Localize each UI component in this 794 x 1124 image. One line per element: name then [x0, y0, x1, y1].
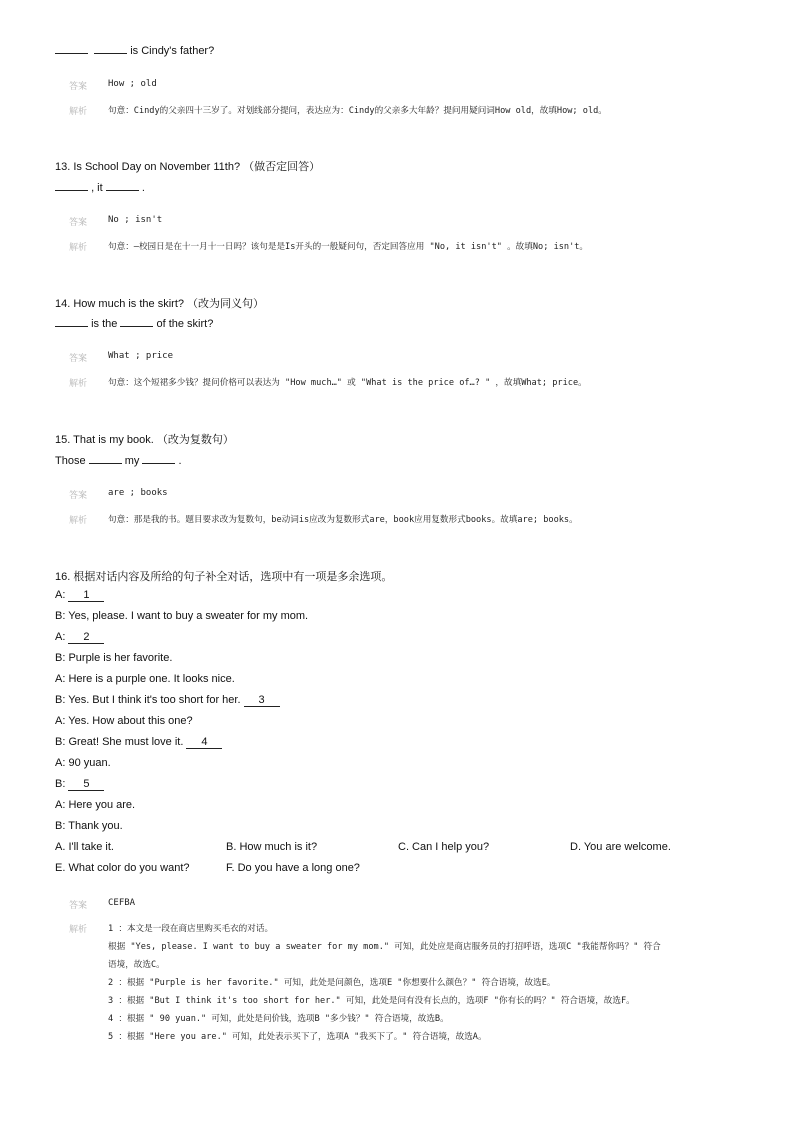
q15-explain: 句意：那是我的书。题目要求改为复数句，be动词is应改为复数形式are，book应用复数形式books。故填are; books。	[108, 515, 578, 525]
q13-line-mid: , it	[91, 182, 103, 194]
q16-explain-line: 根据 "Yes, please. I want to buy a sweater for my mom." 可知，此处应是商店服务员的打招呼语，选项C "我能帮你吗？" 符合	[108, 942, 661, 952]
dialog-blank-1: 1	[68, 589, 104, 602]
answer-blank	[55, 43, 88, 54]
answer-blank	[55, 316, 88, 327]
dialog-line-6	[55, 694, 280, 707]
dialog-blank-5: 5	[68, 778, 104, 791]
explain-label: 解析	[69, 516, 88, 526]
dialog-blank-4: 4	[186, 736, 222, 749]
answer-blank	[94, 43, 127, 54]
dialog-line-10	[55, 778, 104, 791]
q14-title: 14. How much is the skirt? （改为同义句）	[55, 298, 265, 310]
explain-label: 解析	[69, 107, 88, 117]
q16-answer: CEFBA	[108, 898, 136, 908]
answer-blank	[106, 180, 139, 191]
dialog-line-12: B: Thank you.	[55, 820, 123, 832]
explain-label: 解析	[69, 243, 88, 253]
q15-line-start: Those	[55, 455, 86, 467]
dialog-line-5: A: Here is a purple one. It looks nice.	[55, 673, 235, 685]
option-a: A. I'll take it.	[55, 841, 114, 853]
dialog-text: B: Great! She must love it.	[55, 736, 184, 748]
q13-answer: No ; isn't	[108, 215, 163, 225]
q16-explain-line: 2 ：根据 "Purple is her favorite." 可知，此处是问颜色，选项E "你想要什么颜色？" 符合语境，故选E。	[108, 978, 556, 988]
q15-line	[55, 453, 182, 467]
explain-label: 解析	[69, 925, 88, 935]
q14-explain: 句意：这个短裙多少钱？提问价格可以表达为 "How much…" 或 "What is the price of…? " ，故填What; price。	[108, 378, 587, 388]
answer-label: 答案	[69, 82, 88, 92]
q14-answer: What ; price	[108, 351, 174, 361]
answer-blank	[55, 180, 88, 191]
dialog-line-8	[55, 736, 222, 749]
speaker: B:	[55, 778, 66, 790]
q15-answer: are ; books	[108, 488, 168, 498]
option-e: E. What color do you want?	[55, 862, 190, 874]
answer-blank	[89, 453, 122, 464]
q14-line	[55, 316, 213, 330]
dialog-text: B: Yes. But I think it's too short for her.	[55, 694, 241, 706]
q16-explain-line: 3 ：根据 "But I think it's too short for her." 可知，此处是问有没有长点的，选项F "你有长的吗？" 符合语境，故选F。	[108, 996, 635, 1006]
dialog-line-3	[55, 631, 104, 644]
dialog-line-7: A: Yes. How about this one?	[55, 715, 193, 727]
speaker: A:	[55, 631, 66, 643]
q12-line-text: is Cindy's father?	[130, 45, 215, 57]
dialog-line-11: A: Here you are.	[55, 799, 136, 811]
q13-explain: 句意：—校园日是在十一月十一日吗？该句是是Is开头的一般疑问句，否定回答应用 "No, it isn't" 。故填No; isn't。	[108, 242, 589, 252]
q13-line	[55, 180, 145, 194]
dialog-blank-2: 2	[68, 631, 104, 644]
dialog-line-4: B: Purple is her favorite.	[55, 652, 173, 664]
answer-label: 答案	[69, 218, 88, 228]
q12-line	[55, 43, 214, 57]
option-c: C. Can I help you?	[398, 841, 490, 853]
q15-title: 15. That is my book. （改为复数句）	[55, 434, 234, 446]
q15-line-end: .	[178, 455, 182, 467]
q14-line-end: of the skirt?	[156, 318, 214, 330]
q16-explain-line: 语境，故选C。	[108, 960, 165, 970]
q13-title: 13. Is School Day on November 11th? （做否定回答）	[55, 161, 321, 173]
dialog-blank-3: 3	[244, 694, 280, 707]
dialog-line-1	[55, 589, 104, 602]
q16-explain-line: 4 ：根据 " 90 yuan." 可知，此处是问价钱，选项B "多少钱？" 符合语境，故选B。	[108, 1014, 449, 1024]
q16-explain-line: 5 ：根据 "Here you are." 可知，此处表示买下了，选项A "我买下了。" 符合语境，故选A。	[108, 1032, 487, 1042]
explain-label: 解析	[69, 379, 88, 389]
q13-line-end: .	[141, 182, 145, 194]
q14-line-mid: is the	[91, 318, 118, 330]
dialog-line-2: B: Yes, please. I want to buy a sweater for my mom.	[55, 610, 309, 622]
option-d: D. You are welcome.	[570, 841, 671, 853]
q12-explain: 句意：Cindy的父亲四十三岁了。对划线部分提问，表达应为：Cindy的父亲多大年龄？提问用疑问词How old，故填How; old。	[108, 106, 607, 116]
option-b: B. How much is it?	[226, 841, 318, 853]
q15-line-mid: my	[124, 455, 140, 467]
speaker: A:	[55, 589, 66, 601]
option-f: F. Do you have a long one?	[226, 862, 360, 874]
q16-explain-line: 1 ：本文是一段在商店里购买毛衣的对话。	[108, 924, 274, 934]
dialog-line-9: A: 90 yuan.	[55, 757, 111, 769]
answer-label: 答案	[69, 354, 88, 364]
q12-answer: How ; old	[108, 79, 157, 89]
answer-blank	[142, 453, 175, 464]
q16-title: 16. 根据对话内容及所给的句子补全对话，选项中有一项是多余选项。	[55, 571, 393, 583]
answer-label: 答案	[69, 491, 88, 501]
answer-blank	[120, 316, 153, 327]
answer-label: 答案	[69, 901, 88, 911]
